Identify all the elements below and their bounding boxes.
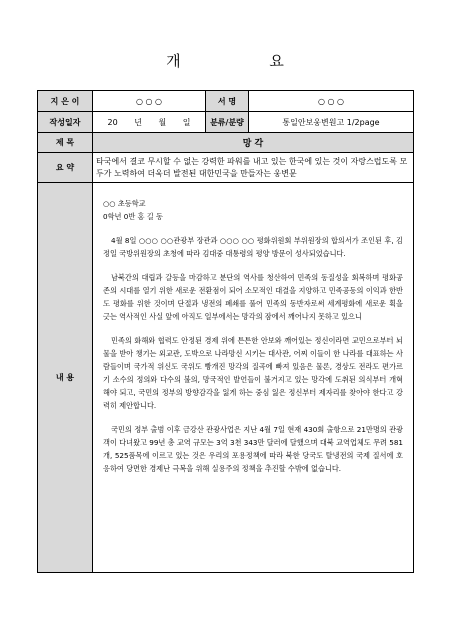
content-label: 내 용	[38, 183, 93, 573]
category-value: 통일안보웅변원고 1/2page	[249, 112, 414, 133]
summary-label: 요 약	[38, 153, 93, 183]
page-title: 개 요	[166, 52, 326, 70]
paragraph-1: 4월 8일 ○○○ ○○관광부 장관과 ○○○ ○○ 평화위원회 부위원장의 합의서가 조인된 후, 김정일 국방위원장의 초청에 따라 김대중 대통령의 평양 방문이 성사되었습니다.	[103, 236, 403, 258]
paragraph-3: 민족의 화해와 협력도 안정된 경제 위에 튼튼한 안보와 깨어있는 정신이라면 교민으로부터 뇌물을 받아 챙기는 외교관, 도박으로 나라망신 시키는 대사관, 어찌 이들이 한 나라를 대표하는 사람들이며 국가적 위신도 국위도 빵개진 망각의 질곡에 빠져 있음은 물론, 경상도 전라도 편가르기 소수의 정의와 다수의 불의, 망국적인 발언들이 불거지고 있는 망각에 도취된 의식부터 개혁해야 되고, 국민의 정부의 방향감각을 잃게 하는 중심 잃은 정신부터 제자리를 찾아야 한다고 강력히 제안합니다.	[103, 336, 403, 410]
signature-value: ○ ○ ○	[249, 91, 414, 112]
content-body	[93, 183, 414, 573]
subject-label: 제 목	[38, 133, 93, 153]
author-school: ○○ 초등학교	[103, 199, 146, 208]
author-name: 0학년 0반 홍 길 동	[103, 212, 163, 221]
paragraph-2: 남북간의 대립과 갈등을 마감하고 분단의 역사를 청산하여 민족의 동질성을 회복하며 평화공존의 시대를 열기 위한 새로운 전환점이 되어 소모적인 대결을 지양하고 민족공동의 이익과 한반도 평화를 위한 것이며 단절과 냉전의 폐쇄를 풀어 민족의 동반자로써 세계평화에 새로운 획을 긋는 역사적인 사실 앞에 아직도 일부에서는 망각의 잠에서 깨어나지 못하고 있으니	[103, 273, 403, 321]
signature-label: 서 명	[206, 91, 249, 112]
date-value: 20 년 월 일	[93, 112, 206, 133]
summary-form	[37, 90, 414, 573]
date-label: 작성일자	[38, 112, 93, 133]
submitter-value: ○ ○ ○	[93, 91, 206, 112]
category-label: 분류/분량	[206, 112, 249, 133]
paragraph-4: 국민의 정부 출범 이후 금강산 관광사업은 지난 4월 7일 현재 430회 출항으로 21만명의 관광객이 다녀왔고 99년 총 교역 규모는 3억 3천 343만 달러에 달했으며 대북 교역업체도 무려 581개, 525품목에 이르고 있는 것은 우리의 포용정책에 따라 북한 당국도 탈냉전의 국제 질서에 호응하여 당면한 경제난 극복을 위해 실용주의 정책을 추진할 수밖에 없습니다.	[103, 425, 403, 473]
subject-value: 망 각	[93, 133, 414, 153]
submitter-label: 지 은 이	[38, 91, 93, 112]
summary-value: 타국에서 결코 무시할 수 없는 강력한 파워를 내고 있는 한국에 있는 것이 자랑스럽도록 모두가 노력하여 더욱더 발전된 대한민국을 만들자는 웅변문	[93, 153, 414, 183]
